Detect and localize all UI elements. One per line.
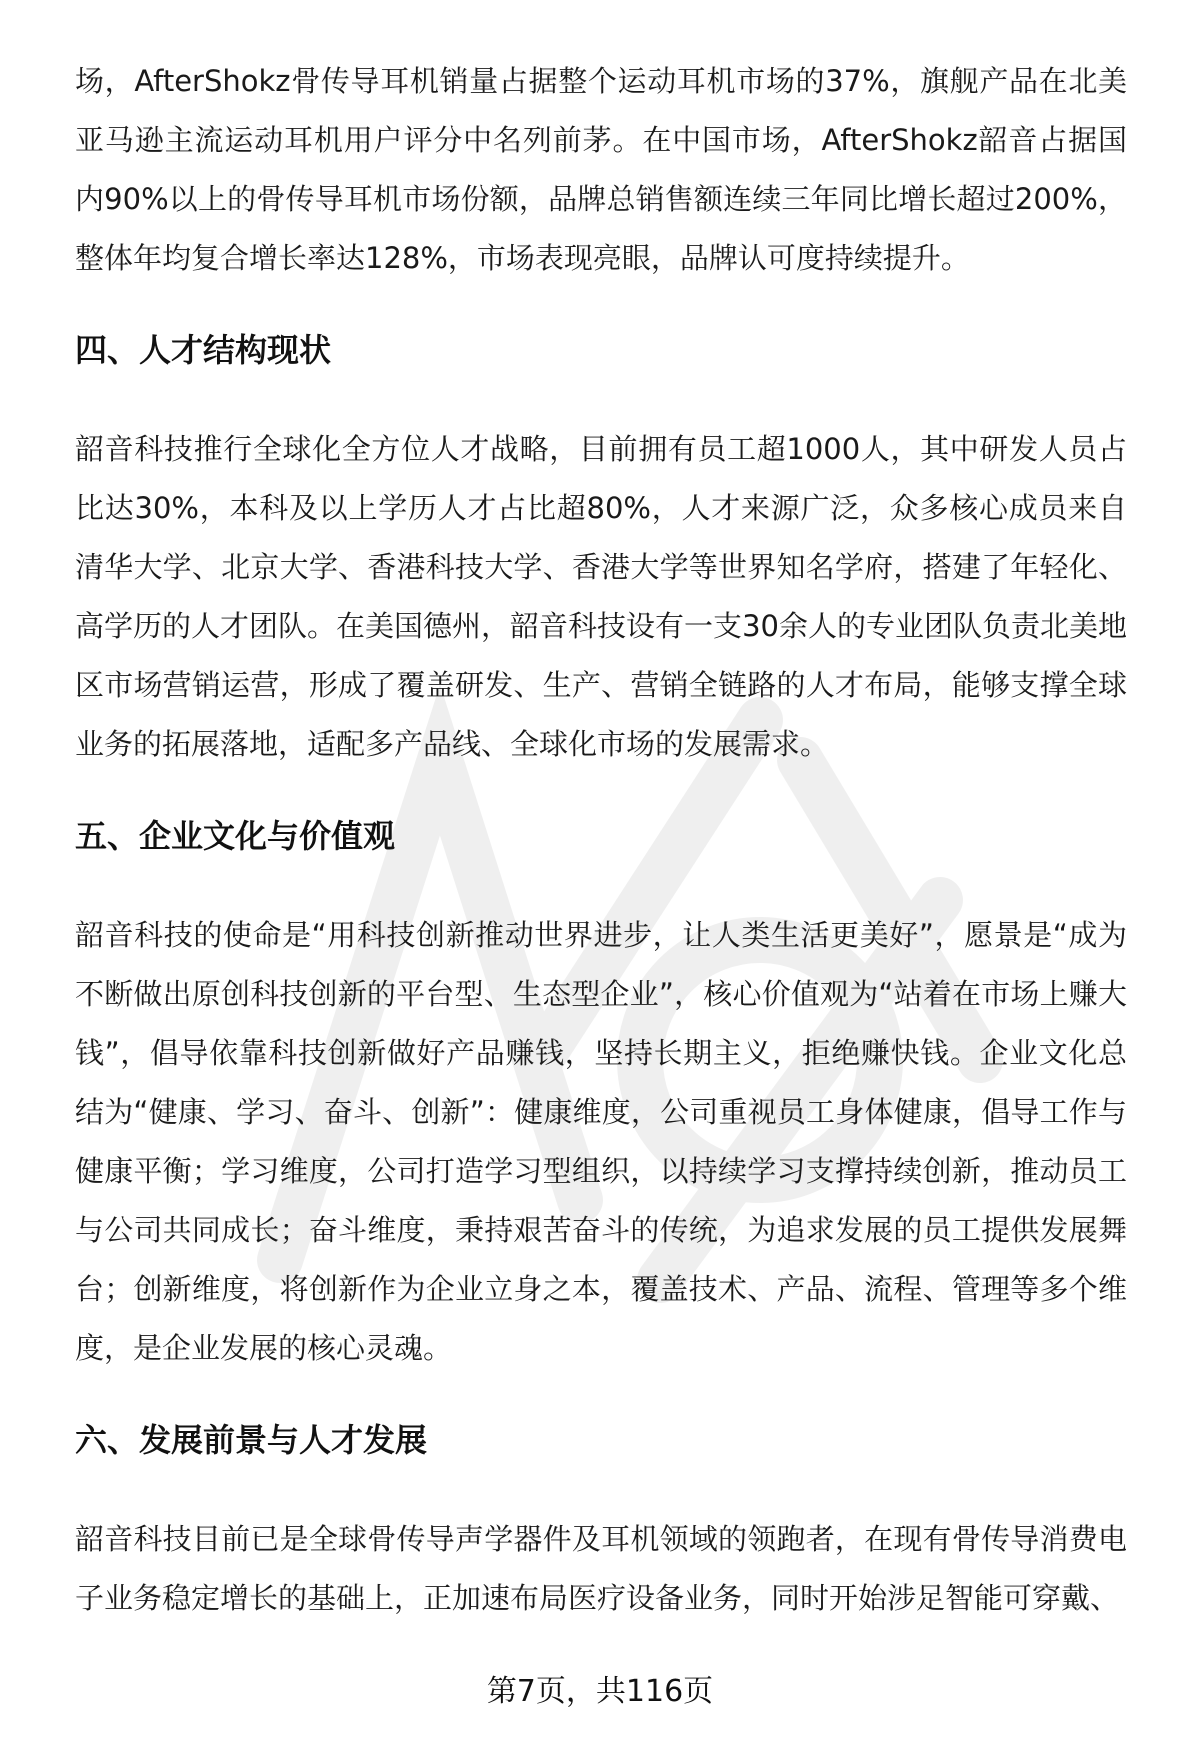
section-heading-culture-values: 五、企业文化与价值观 bbox=[75, 817, 396, 855]
section-heading-prospects: 六、发展前景与人才发展 bbox=[75, 1421, 428, 1459]
page-footer: 第7页，共116页 bbox=[486, 1674, 714, 1709]
section-heading-talent-structure: 四、人才结构现状 bbox=[75, 331, 332, 369]
section-paragraph-prospects: 韶音科技目前已是全球骨传导声学器件及耳机领域的领跑者，在现有骨传导消费电子业务稳定增长的基础上，正加速布局医疗设备业务，同时开始涉足智能可穿戴、 bbox=[75, 1522, 1127, 1615]
section-paragraph-talent-structure: 韶音科技推行全球化全方位人才战略，目前拥有员工超1000人，其中研发人员占比达30%，本科及以上学历人才占比超80%，人才来源广泛，众多核心成员来自清华大学、北京大学、香港科技大学、香港大学等世界知名学府，搭建了年轻化、高学历的人才团队。在美国德州，韶音科技设有一支30余人的专业团队负责北美地区市场营销运营，形成了覆盖研发、生产、营销全链路的人才布局，能够支撑全球业务的拓展落地，适配多产品线、全球化市场的发展需求。 bbox=[75, 432, 1127, 761]
section-paragraph-culture-values: 韶音科技的使命是“用科技创新推动世界进步，让人类生活更美好”，愿景是“成为不断做出原创科技创新的平台型、生态型企业”，核心价值观为“站着在市场上赚大钱”，倡导依靠科技创新做好产品赚钱，坚持长期主义，拒绝赚快钱。企业文化总结为“健康、学习、奋斗、创新”：健康维度，公司重视员工身体健康，倡导工作与健康平衡；学习维度，公司打造学习型组织，以持续学习支撑持续创新，推动员工与公司共同成长；奋斗维度，秉持艰苦奋斗的传统，为追求发展的员工提供发展舞台；创新维度，将创新作为企业立身之本，覆盖技术、产品、流程、管理等多个维度，是企业发展的核心灵魂。 bbox=[75, 918, 1127, 1365]
intro-paragraph: 场，AfterShokz骨传导耳机销量占据整个运动耳机市场的37%，旗舰产品在北美亚马逊主流运动耳机用户评分中名列前茅。在中国市场，AfterShokz韶音占据国内90%以上的骨传导耳机市场份额，品牌总销售额连续三年同比增长超过200%，整体年均复合增长率达128%，市场表现亮眼，品牌认可度持续提升。 bbox=[75, 64, 1127, 275]
document-body bbox=[75, 52, 1127, 1628]
